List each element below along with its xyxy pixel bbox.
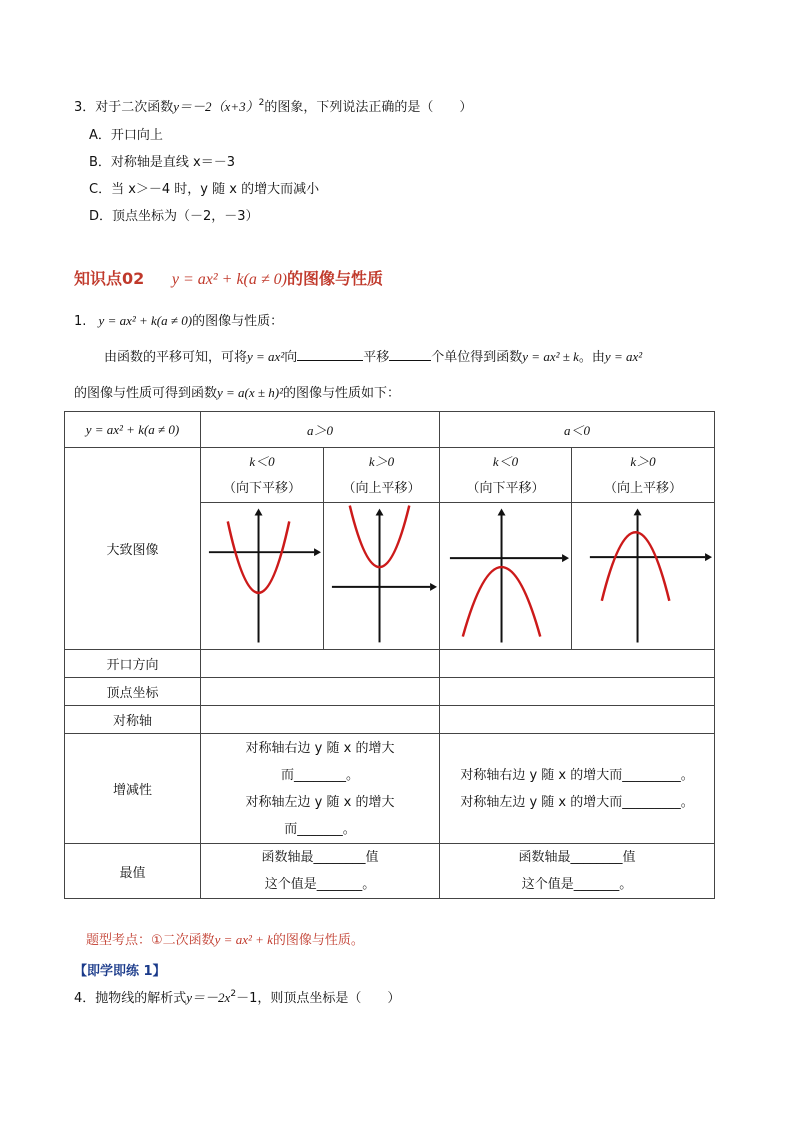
row-label-graph: 大致图像	[65, 448, 201, 650]
y-axis-arrow	[634, 508, 642, 515]
case-cell: k＞0 （向上平移）	[324, 448, 440, 503]
graph-cell-down-up	[572, 503, 715, 650]
blank-units[interactable]	[389, 347, 431, 361]
table-row-open	[65, 650, 715, 678]
table-row-axis	[65, 706, 715, 734]
row-label-axis: 对称轴	[65, 706, 201, 734]
q3-option-c: C．当 x＞－4 时，y 随 x 的增大而减小	[89, 182, 320, 197]
parabola-graph-up-shift-down	[201, 503, 323, 649]
q3-stem: 3．对于二次函数$y=-2(x+3)^2$的图象，下列说法正确的是（ ）	[74, 98, 473, 115]
graph-cell-up-down	[201, 503, 324, 650]
x-axis-arrow	[430, 583, 437, 591]
parabola-graph-down-shift-down	[440, 503, 571, 649]
table-row-vertex	[65, 678, 715, 706]
answer-cell-open-pos[interactable]	[201, 650, 440, 678]
case-cell: k＜0 （向下平移）	[201, 448, 324, 503]
table-corner-formula: y = ax² + k(a ≠ 0)	[65, 412, 201, 448]
extreme-cell-neg: 函数轴最________值 这个值是_______。	[440, 844, 715, 899]
row-label-extreme: 最值	[65, 844, 201, 899]
y-axis-arrow	[376, 509, 384, 516]
section-heading: 知识点02 y = ax² + k(a ≠ 0)的图像与性质	[74, 269, 384, 288]
table-header-row	[65, 412, 715, 448]
practice-title: 【即学即练 1】	[74, 964, 166, 979]
parabola-graph-down-shift-up	[572, 503, 714, 649]
extreme-cell-pos: 函数轴最________值 这个值是_______。	[201, 844, 440, 899]
q4-stem: 4．抛物线的解析式$y=-2x^2-1$，则顶点坐标是（ ）	[74, 989, 401, 1006]
y-axis-arrow	[498, 509, 506, 516]
parabola-graph-up-shift-up	[324, 503, 439, 649]
case-cell: k＜0 （向下平移）	[440, 448, 572, 503]
mono-cell-neg: 对称轴右边 y 随 x 的增大而_________。 对称轴左边 y 随 x 的增大而_________。	[440, 734, 715, 844]
answer-cell-vertex-pos[interactable]	[201, 678, 440, 706]
question-type-note: 题型考点：①二次函数y = ax² + k的图像与性质。	[86, 932, 364, 948]
answer-cell-open-neg[interactable]	[440, 650, 715, 678]
item1-paragraph-line2: 的图像与性质可得到函数y = a(x ± h)²的图像与性质如下：	[74, 385, 401, 401]
item1-heading: 1. y = ax² + k(a ≠ 0)的图像与性质：	[74, 313, 284, 329]
x-axis-arrow	[314, 548, 321, 556]
blank-direction[interactable]	[297, 347, 363, 361]
row-label-vertex: 顶点坐标	[65, 678, 201, 706]
mono-cell-pos: 对称轴右边 y 随 x 的增大 而________。 对称轴左边 y 随 x 的增大 而_______。	[201, 734, 440, 844]
properties-table	[64, 411, 715, 899]
header-a-negative: a＜0	[440, 412, 715, 448]
table-case-row	[65, 448, 715, 503]
table-row-extreme	[65, 844, 715, 899]
q3-option-d: D．顶点坐标为（－2，－3）	[89, 209, 259, 224]
item1-paragraph-line1: 由函数的平移可知，可将y = ax²向 平移 个单位得到函数y = ax² ± k。由y = ax²	[104, 349, 643, 365]
x-axis-arrow	[705, 553, 712, 561]
row-label-open: 开口方向	[65, 650, 201, 678]
parabola-curve	[602, 532, 670, 601]
answer-cell-axis-pos[interactable]	[201, 706, 440, 734]
row-label-monotonicity: 增减性	[65, 734, 201, 844]
graph-cell-up-up	[324, 503, 440, 650]
graph-cell-down-down	[440, 503, 572, 650]
q3-option-a: A．开口向上	[89, 128, 163, 143]
y-axis-arrow	[255, 509, 263, 516]
answer-cell-vertex-neg[interactable]	[440, 678, 715, 706]
q3-option-b: B．对称轴是直线 x＝－3	[89, 155, 236, 170]
case-cell: k＞0 （向上平移）	[572, 448, 715, 503]
table-row-monotonicity	[65, 734, 715, 844]
answer-cell-axis-neg[interactable]	[440, 706, 715, 734]
x-axis-arrow	[562, 554, 569, 562]
header-a-positive: a＞0	[201, 412, 440, 448]
